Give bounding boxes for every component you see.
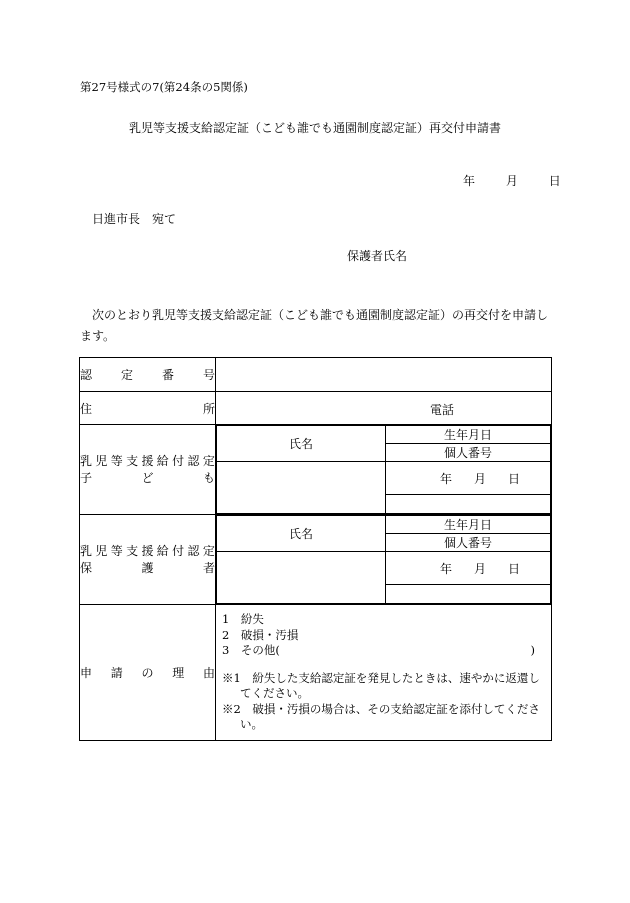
child-birthdate-label: 生年月日 — [386, 426, 551, 444]
child-personal-number-field[interactable] — [386, 495, 551, 514]
document-title: 乳児等支援支給認定証（こども誰でも通園制度認定証）再交付申請書 — [128, 121, 501, 135]
child-name-field[interactable] — [217, 462, 386, 514]
date-year-label: 年 — [463, 174, 476, 188]
address-label: 住 所 — [80, 392, 216, 425]
form-number: 第27号様式の7(第24条の5関係) — [80, 80, 248, 94]
guardian-name-label-cell: 氏名 — [217, 516, 386, 552]
guardian-name-field[interactable] — [217, 552, 386, 604]
reason-option-lost[interactable]: 1 紛失 — [222, 612, 264, 626]
child-label: 乳 児 等 支 援 給 付 認 定 子 ど も — [80, 425, 216, 515]
request-statement: 次のとおり乳児等支援支給認定証（こども誰でも通園制度認定証）の再交付を申請します。 — [80, 308, 549, 343]
guardian-birthdate-field[interactable]: 年 月 日 — [386, 552, 551, 585]
child-name-label: 氏名 — [217, 426, 386, 462]
reason-field[interactable] — [216, 605, 552, 741]
reason-option-other[interactable]: 3 その他( ) — [222, 643, 535, 657]
child-personal-number-label: 個人番号 — [386, 444, 551, 462]
guardian-personal-number-field[interactable] — [386, 585, 551, 604]
cert-number-field[interactable] — [216, 358, 552, 392]
guardian-name-label: 保護者氏名 — [347, 249, 408, 263]
child-details — [216, 425, 551, 514]
date-month-label: 月 — [505, 174, 518, 188]
reason-option-damaged[interactable]: 2 破損・汚損 — [222, 627, 299, 642]
guardian-details — [216, 515, 551, 604]
guardian-label: 乳 児 等 支 援 給 付 認 定 保 護 者 — [80, 515, 216, 605]
date-day-label: 日 — [548, 174, 561, 188]
reason-label: 申 請 の 理 由 — [80, 605, 216, 741]
application-date[interactable] — [463, 174, 561, 188]
child-birthdate-field[interactable]: 年 月 日 — [386, 462, 551, 495]
cert-number-label: 認 定 番 号 — [80, 358, 216, 392]
address-field[interactable] — [216, 392, 552, 425]
reason-note-2: ※2 破損・汚損の場合は、その支給認定証を添付してください。 — [222, 701, 540, 731]
addressee: 日進市長 宛て — [92, 212, 177, 226]
guardian-birthdate-label: 生年月日 — [386, 516, 551, 534]
application-form-table — [79, 357, 552, 741]
phone-label: 電話 — [430, 403, 455, 417]
guardian-personal-number-label: 個人番号 — [386, 534, 551, 552]
reason-note-1: ※1 紛失した支給認定証を発見したときは、速やかに返還してください。 — [222, 670, 540, 700]
